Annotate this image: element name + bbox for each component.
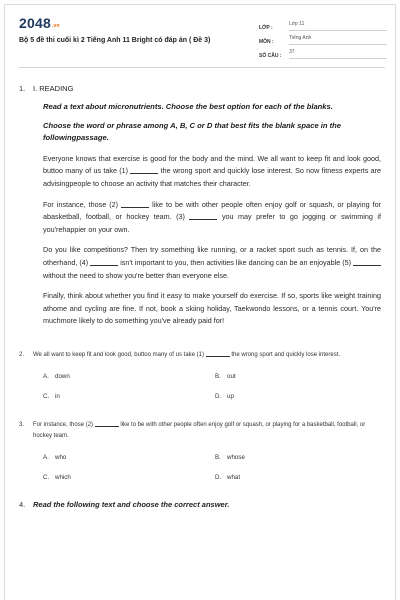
option-d[interactable] [215,393,381,400]
passage-text: like to be with other people often enjoy golf or squash, or playing for abasketball, football, or hockey team. (3) [43,199,382,222]
option-c[interactable] [43,393,215,400]
question-1 [19,83,385,328]
blank-1 [206,351,230,357]
passage-text: Do you like competitions? Then try something like running, or a racket sport such as tennis. If, on the otherhand, (4) [43,245,381,267]
passage-text: Everyone knows that exercise is good for the body and the mind. We all want to keep fit and look good, buttoo many of us take (1) [43,153,381,176]
question-2 [19,350,385,401]
meta-info [259,19,387,61]
option-text: up [227,393,234,401]
question-number: 3. [19,422,25,429]
option-a[interactable] [43,373,215,380]
question-instruction: Read the following text and choose the correct answer. [33,500,230,510]
meta-value: Tiếng Anh [289,35,387,45]
meta-row-subject [259,33,387,45]
header-divider [19,67,385,68]
question-text-part: like to be with other people often enjoy golf or squash, or playing for a basketball, football, or hockey team. [33,422,366,439]
option-letter: A. [43,373,49,381]
option-d[interactable] [215,474,381,481]
blank-5 [353,259,381,266]
blank-2 [121,201,149,208]
question-text-part: We all want to keep fit and look good, buttoo many of us take (1) [33,351,204,358]
blank-3 [189,213,217,220]
instruction: Choose the word or phrase among A, B, C or D that best fits the blank space in the followingpassage. [43,120,342,143]
option-letter: A. [43,454,49,462]
option-b[interactable] [215,373,381,380]
option-letter: D. [215,474,222,482]
answer-options [43,454,381,481]
blank-2 [95,421,119,427]
document-header [19,15,385,59]
instruction: Read a text about micronutrients. Choose the best option for each of the blanks. [43,102,333,111]
option-letter: B. [215,454,221,462]
question-number: 4. [19,500,26,510]
document-page [4,4,396,600]
option-text: which [55,474,71,482]
question-text-part: the wrong sport and quickly lose interest. [231,351,341,358]
option-text: who [55,454,67,462]
option-letter: C. [43,393,50,401]
blank-1 [130,167,158,174]
section-title: I. READING [33,84,74,93]
question-header [19,83,385,94]
question-number: 2. [19,351,25,358]
passage-text: you may prefer to go jogging or swimming if you'rehappier on your own. [43,212,381,234]
option-c[interactable] [43,474,215,481]
option-letter: C. [43,474,50,482]
passage-paragraph [43,244,381,282]
logo-sub: .vn [51,23,60,29]
question-list [19,83,385,510]
passage-text: the wrong sport and quickly lose interest. So now fitness experts are advisingpeople to choose an activity that matches their character. [43,166,382,188]
question-3 [19,420,385,481]
logo-main: 2048 [19,15,51,31]
passage-paragraph [43,153,381,191]
answer-options [43,373,381,400]
question-text [33,420,381,441]
question-number: 1. [19,84,26,93]
passage-paragraph: Finally, think about whether you find it easy to make yourself do exercise. If so, sports like weight training athome and cycling are fine. If not, book a skiing holiday, Taekwondo lessons, or a tennis court. You're muchmore likely to do something you've already paid for! [43,291,381,326]
question-text [33,350,381,361]
meta-label: MÔN : [259,39,274,45]
meta-label: SỐ CÂU : [259,53,282,59]
question-body [43,101,381,328]
question-4 [19,499,385,510]
passage-paragraph [43,199,381,237]
option-a[interactable] [43,454,215,461]
meta-value: 37 [289,49,387,59]
document-title: Bộ 5 đề thi cuối kì 2 Tiếng Anh 11 Bright có đáp án ( Đề 3) [19,37,211,44]
option-letter: D. [215,393,222,401]
option-text: what [227,474,241,482]
option-text: in [55,393,60,401]
option-letter: B. [215,373,221,381]
option-text: out [227,373,236,381]
passage-text: without the need to show you're better than everyone else. [43,270,229,280]
option-b[interactable] [215,454,381,461]
passage-text: isn't important to you, then activities like dancing can be an enjoyable (5) [120,257,352,267]
passage-text: For instance, those (2) [43,199,119,209]
blank-4 [90,259,118,266]
meta-row-count [259,47,387,59]
option-text: whose [227,454,245,462]
question-header [19,420,385,441]
meta-row-class [259,19,387,31]
question-text-part: For instance, those (2) [33,422,94,429]
meta-value: Lớp 11 [289,21,387,31]
question-header [19,350,385,361]
meta-label: LỚP : [259,25,273,31]
question-header [19,499,385,510]
site-logo[interactable] [19,15,60,31]
option-text: down [55,373,70,381]
